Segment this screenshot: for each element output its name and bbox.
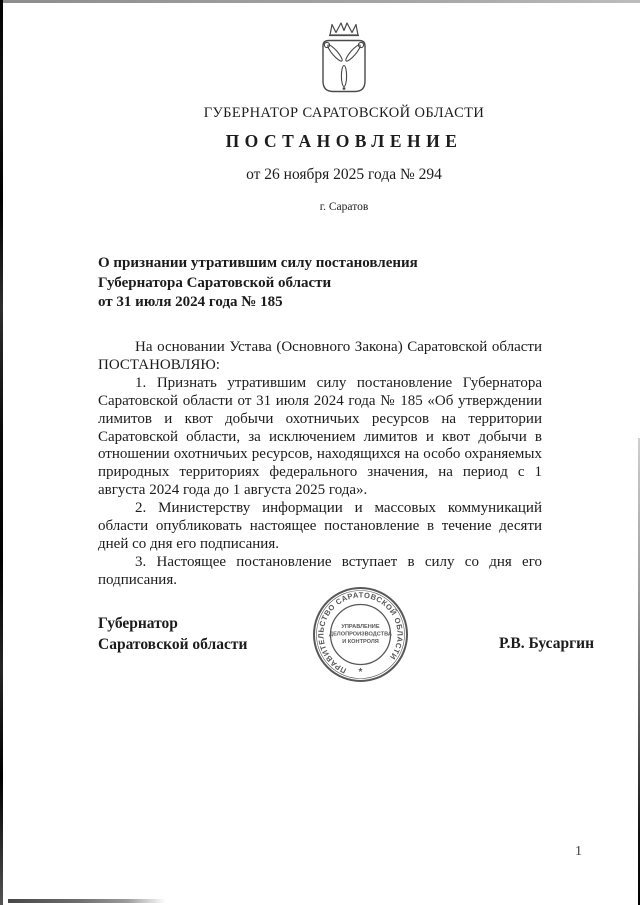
subject-line: Губернатора Саратовской области [98,274,332,291]
stamp-bottom-asterisk: * [358,667,363,678]
signatory-position-line: Губернатор [98,615,178,632]
stamp-ring-text: ПРАВИТЕЛЬСТВО САРАТОВСКОЙ ОБЛАСТИ [316,590,405,676]
stamp-center-line: ДЕЛОПРОИЗВОДСТВА [329,631,392,638]
document-type-title: ПОСТАНОВЛЕНИЕ [225,131,463,151]
issuing-city: г. Саратов [319,201,369,213]
body-paragraph-1: 1. Признать утратившим силу постановление Губернатора Саратовской области от 31 июля 2024 года № 185 «Об утверждении лимитов и квот добычи охотничьих ресурсов на территории Саратовской области, за исключением лимитов и квот добычи в отношении охотничьих ресурсов, находящихся на особо охраняемых природных территориях федерального значения, на период с 1 августа 2024 года до 1 августа 2025 года». [98,374,542,499]
saratov-coat-of-arms-icon [314,20,374,100]
body-paragraph-2: 2. Министерству информации и массовых коммуникаций области опубликовать настоящее постановление в течение десяти дней со дня его подписания. [98,500,542,552]
scan-artifact-left-edge [0,0,3,905]
page-number: 1 [575,844,582,859]
decree-date-and-number: от 26 ноября 2025 года № 294 [246,166,442,183]
official-round-stamp [311,585,410,684]
body-paragraph-3: 3. Настоящее постановление вступает в силу со дня его подписания. [98,553,542,588]
decree-subject [98,254,534,313]
scan-artifact-top-edge [0,0,640,3]
decree-body [98,339,542,590]
signatory-name: Р.В. Бусаргин [499,635,594,652]
subject-line: от 31 июля 2024 года № 185 [98,294,283,311]
signatory-position-line: Саратовской области [98,635,248,653]
issuing-authority: ГУБЕРНАТОР САРАТОВСКОЙ ОБЛАСТИ [203,105,485,121]
signatory-position [98,614,247,655]
body-paragraph-preamble: На основании Устава (Основного Закона) Саратовской области ПОСТАНОВЛЯЮ: [98,339,542,373]
subject-line: О признании утратившим силу постановления [98,255,418,271]
stamp-center-line: И КОНТРОЛЯ [342,639,379,645]
stamp-center-line: УПРАВЛЕНИЕ [341,624,380,630]
scan-artifact-bottom-smudge [8,899,166,903]
